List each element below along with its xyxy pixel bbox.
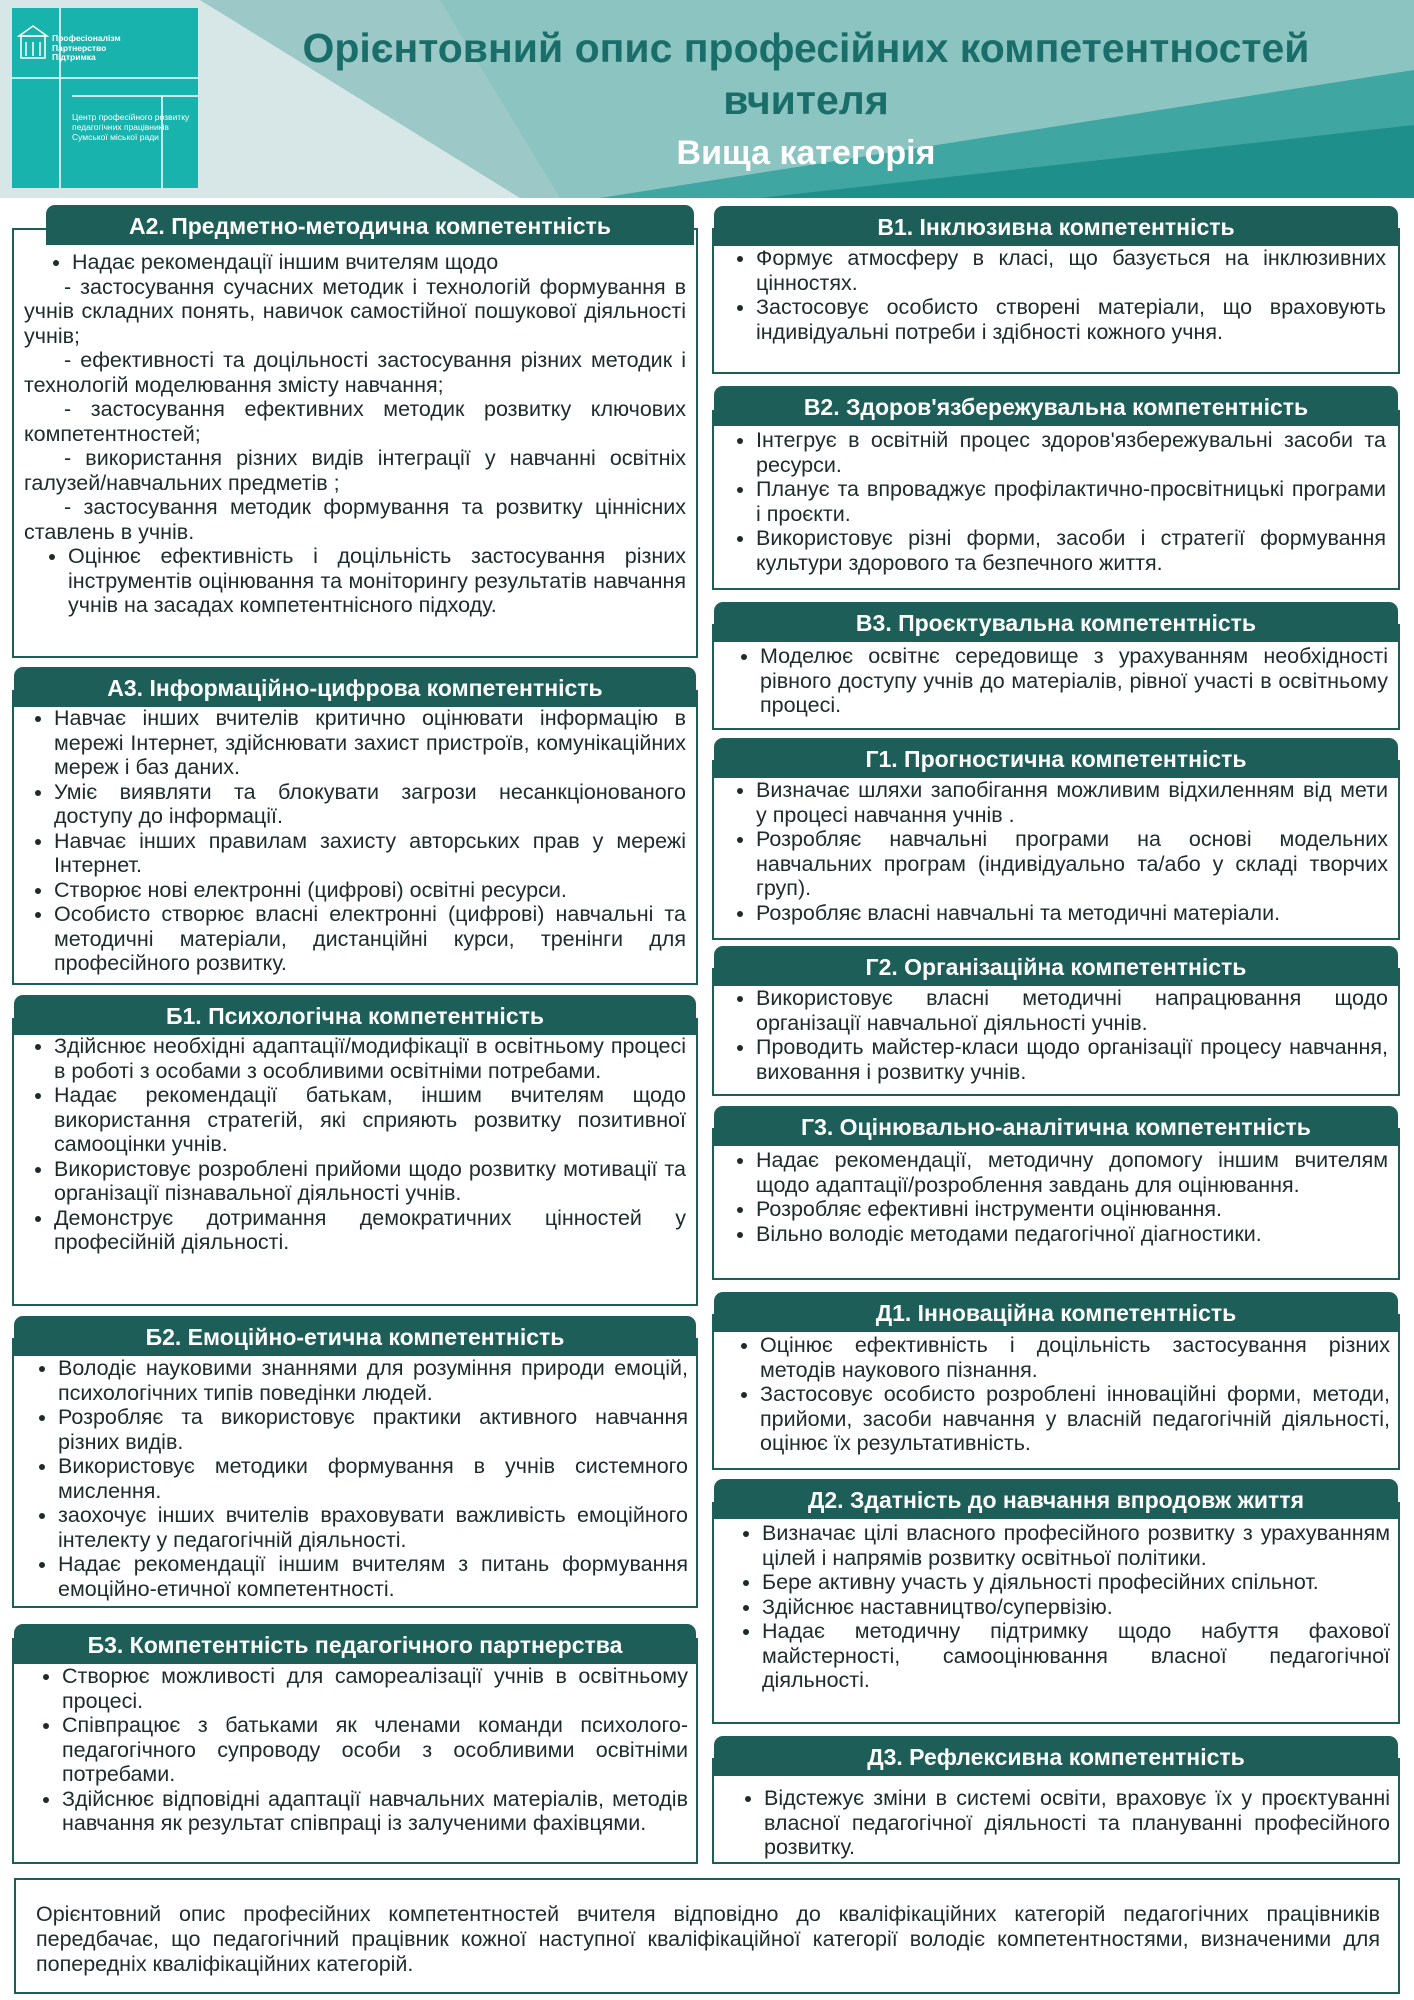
section-d3-body xyxy=(736,1786,1390,1860)
list-item: • Володіє науковими знаннями для розуміння природи емоцій, психологічних типів поведінки людей. xyxy=(58,1356,688,1405)
page-title: Орієнтовний опис професійних компетентностей вчителя xyxy=(302,25,1310,123)
list-item: • Надає методичну підтримку щодо набуття фахової майстерності, самооцінювання власної педагогічної діяльності. xyxy=(762,1619,1390,1693)
section-a2-title: А2. Предметно-методична компетентність xyxy=(46,205,694,245)
list-item: • Бере активну участь у діяльності професійних спільнот. xyxy=(762,1570,1390,1595)
section-b3-body xyxy=(34,1664,688,1836)
list-item: • Навчає інших вчителів критично оцінювати інформацію в мережі Інтернет, здійснювати захист пристроїв, комунікаційних мереж і баз даних. xyxy=(54,706,686,780)
section-d2-body xyxy=(734,1521,1390,1693)
logo-org-name: Центр професійного розвитку педагогічних працівників Сумської міської ради xyxy=(72,112,190,142)
section-d2-title: Д2. Здатність до навчання впродовж життя xyxy=(714,1479,1398,1519)
list-item: • Створює можливості для самореалізації учнів в освітньому процесі. xyxy=(62,1664,688,1713)
list-item: • Використовує розроблені прийоми щодо розвитку мотивації та організації пізнавальної діяльності учнів. xyxy=(54,1157,686,1206)
list-item: • Надає рекомендації іншим вчителям з питань формування емоційно-етичної компетентності. xyxy=(58,1552,688,1601)
list-item: • Використовує різні форми, засоби і стратегії формування культури здорового та безпечного життя. xyxy=(756,526,1386,575)
list-item: • Здійснює наставництво/супервізію. xyxy=(762,1595,1390,1620)
list-item: • Навчає інших правилам захисту авторських прав у мережі Інтернет. xyxy=(54,829,686,878)
list-item: • Моделює освітнє середовище з урахуванням необхідності рівного доступу учнів до матеріалів, рівної участі в освітньому процесі. xyxy=(760,644,1388,718)
section-g2-title: Г2. Організаційна компетентність xyxy=(714,946,1398,986)
section-g1-body xyxy=(728,778,1388,925)
list-item: • Використовує власні методичні напрацювання щодо організації навчальної діяльності учнів. xyxy=(756,986,1388,1035)
list-item: • Оцінює ефективність і доцільність застосування різних методів наукового пізнання. xyxy=(760,1333,1390,1382)
page-subtitle: Вища категорія xyxy=(676,134,936,172)
list-item: - застосування сучасних методик і технологій формування в учнів складних понять, навичок самостійної пошукової діяльності учнів; xyxy=(24,274,686,348)
section-b1-body xyxy=(26,1034,686,1255)
list-item: • Надає рекомендації, методичну допомогу іншим вчителям щодо адаптації/розроблення завдань для оцінювання. xyxy=(756,1148,1388,1197)
footer-text: Орієнтовний опис професійних компетентностей вчителя відповідно до кваліфікаційних категорій педагогічних працівників передбачає, що педагогічний працівник кожної наступної кваліфікаційної категорії володіє компетентностями, визначеними для попередніх кваліфікаційних категорій. xyxy=(36,1902,1380,1976)
section-v1-title: В1. Інклюзивна компетентність xyxy=(714,206,1398,246)
section-g3-title: Г3. Оцінювально-аналітична компетентність xyxy=(714,1106,1398,1146)
list-item: • Здійснює необхідні адаптації/модифікації в освітньому процесі в роботі з особами з особливими освітніми потребами. xyxy=(54,1034,686,1083)
section-b1-title: Б1. Психологічна компетентність xyxy=(14,995,696,1035)
list-item: • Розробляє та використовує практики активного навчання різних видів. xyxy=(58,1405,688,1454)
list-item: • Особисто створює власні електронні (цифрові) навчальні та методичні матеріали, дистанційні курси, тренінги для професійного розвитку. xyxy=(54,902,686,976)
list-item: • Проводить майстер-класи щодо організації процесу навчання, виховання і розвитку учнів. xyxy=(756,1035,1388,1084)
section-v3-title: В3. Проєктувальна компетентність xyxy=(714,602,1398,642)
section-a2-body xyxy=(24,250,686,618)
footer-note xyxy=(14,1878,1400,1994)
list-item: • Розробляє власні навчальні та методичні матеріали. xyxy=(756,901,1388,926)
list-item: • Застосовує особисто створені матеріали, що враховують індивідуальні потреби і здібності кожного учня. xyxy=(756,295,1386,344)
list-item: • заохочує інших вчителів враховувати важливість емоційного інтелекту у педагогічній діяльності. xyxy=(58,1503,688,1552)
section-g3-body xyxy=(728,1148,1388,1246)
list-item: • Визначає шляхи запобігання можливим відхиленням від мети у процесі навчання учнів . xyxy=(756,778,1388,827)
section-d3-title: Д3. Рефлексивна компетентність xyxy=(714,1736,1398,1776)
list-item: • Використовує методики формування в учнів системного мислення. xyxy=(58,1454,688,1503)
list-item: • Планує та впроваджує профілактично-просвітницькі програми і проєкти. xyxy=(756,477,1386,526)
list-item: • Демонструє дотримання демократичних цінностей у професійній діяльності. xyxy=(54,1206,686,1255)
list-item: • Визначає цілі власного професійного розвитку з урахуванням цілей і напрямів розвитку освітньої політики. xyxy=(762,1521,1390,1570)
section-a3-body xyxy=(26,706,686,976)
list-item: • Вільно володіє методами педагогічної діагностики. xyxy=(756,1222,1388,1247)
section-d1-body xyxy=(732,1333,1390,1456)
list-item: • Інтегрує в освітній процес здоров'язбережувальні засоби та ресурси. xyxy=(756,428,1386,477)
section-d1-title: Д1. Інноваційна компетентність xyxy=(714,1292,1398,1332)
list-item: • Здійснює відповідні адаптації навчальних матеріалів, методів навчання як результат співпраці із залученими фахівцями. xyxy=(62,1787,688,1836)
section-g2-body xyxy=(728,986,1388,1084)
section-v2-title: В2. Здоров'язбережувальна компетентність xyxy=(714,386,1398,426)
list-item: • Створює нові електронні (цифрові) освітні ресурси. xyxy=(54,878,686,903)
section-v3-body xyxy=(732,644,1388,718)
list-item: • Співпрацює з батьками як членами команди психолого-педагогічного супроводу особи з особливими освітніми потребами. xyxy=(62,1713,688,1787)
section-g1-title: Г1. Прогностична компетентність xyxy=(714,738,1398,778)
list-item: • Формує атмосферу в класі, що базується на інклюзивних цінностях. xyxy=(756,246,1386,295)
logo xyxy=(12,8,198,188)
section-v1-body xyxy=(728,246,1386,344)
list-item: - застосування ефективних методик розвитку ключових компетентностей; xyxy=(24,397,686,446)
list-item: - застосування методик формування та розвитку ціннісних ставлень в учнів. xyxy=(24,495,686,544)
list-item: • Відстежує зміни в системі освіти, враховує їх у проєктуванні власної педагогічної діяльності та плануванні професійного розвитку. xyxy=(764,1786,1390,1860)
list-item: • Розробляє ефективні інструменти оцінювання. xyxy=(756,1197,1388,1222)
section-b2-body xyxy=(30,1356,688,1601)
list-item: • Надає рекомендації іншим вчителям щодо xyxy=(72,250,686,275)
list-item: • Уміє виявляти та блокувати загрози несанкціонованого доступу до інформації. xyxy=(54,780,686,829)
list-item: - використання різних видів інтеграції у навчанні освітніх галузей/навчальних предметів ; xyxy=(24,446,686,495)
list-item: • Розробляє навчальні програми на основі модельних навчальних програм (індивідуально та/або у складі творчих груп). xyxy=(756,827,1388,901)
list-item: • Оцінює ефективність і доцільність застосування різних інструментів оцінювання та моніторингу результатів навчання учнів на засадах компетентнісного підходу. xyxy=(68,544,686,618)
list-item: - ефективності та доцільності застосування різних методик і технологій моделювання змісту навчання; xyxy=(24,348,686,397)
list-item: • Надає рекомендації батькам, іншим вчителям щодо використання стратегій, які сприяють розвитку позитивної самооцінки учнів. xyxy=(54,1083,686,1157)
section-a3-title: А3. Інформаційно-цифрова компетентність xyxy=(14,667,696,707)
section-b3-title: Б3. Компетентність педагогічного партнерства xyxy=(14,1624,696,1664)
section-v2-body xyxy=(728,428,1386,575)
list-item: • Застосовує особисто розроблені інноваційні форми, методи, прийоми, засоби навчання у власній педагогічній діяльності, оцінює їх результативність. xyxy=(760,1382,1390,1456)
logo-slogan: Професіоналізм Партнерство Підтримка xyxy=(52,33,121,62)
header-banner xyxy=(0,0,1414,198)
section-b2-title: Б2. Емоційно-етична компетентність xyxy=(14,1316,696,1356)
